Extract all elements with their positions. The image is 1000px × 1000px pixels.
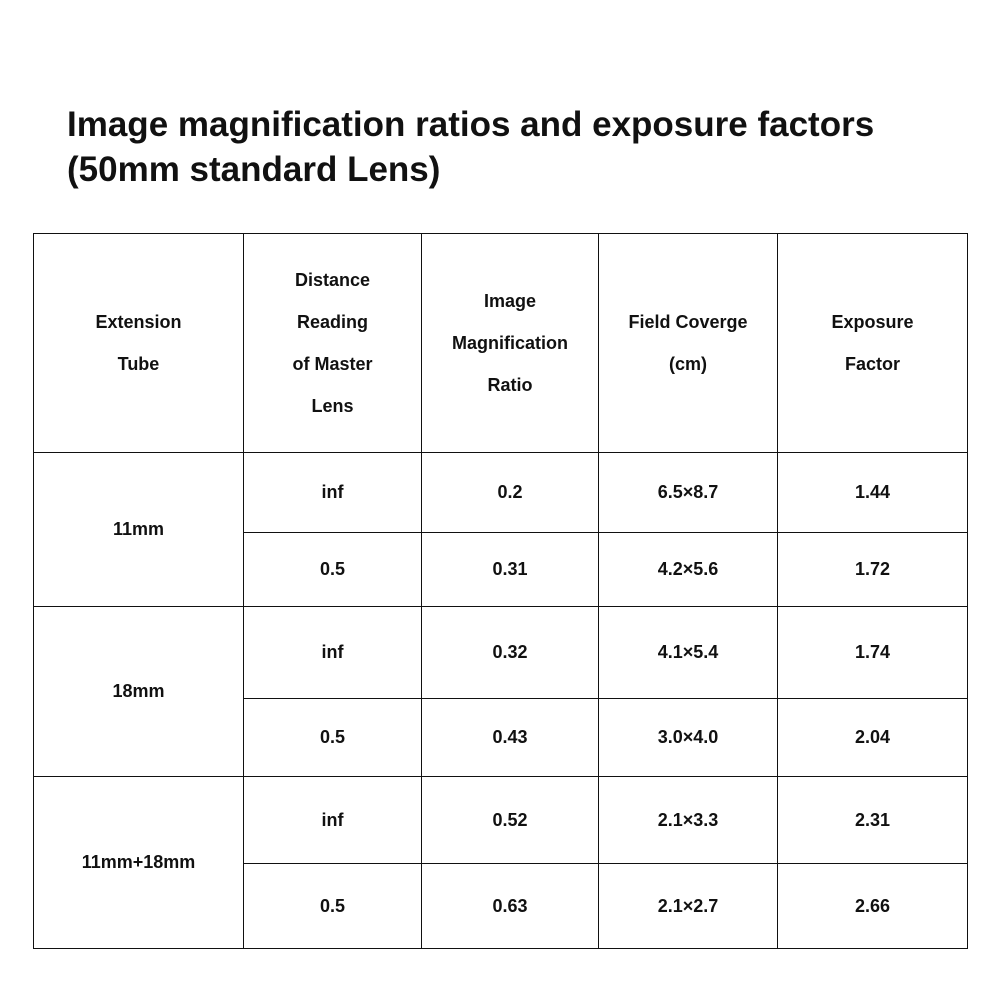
header-row (34, 234, 968, 453)
field-cell: 2.1×2.7 (599, 864, 778, 949)
distance-cell: inf (244, 607, 422, 699)
exposure-cell: 2.66 (778, 864, 968, 949)
field-cell: 4.2×5.6 (599, 533, 778, 607)
field-cell: 6.5×8.7 (599, 453, 778, 533)
page-title (67, 102, 967, 192)
table-row (34, 453, 968, 533)
title-line-1: Image magnification ratios and exposure factors (67, 105, 875, 144)
distance-cell: 0.5 (244, 533, 422, 607)
exposure-cell: 2.04 (778, 699, 968, 777)
ratio-cell: 0.31 (422, 533, 599, 607)
exposure-cell: 1.44 (778, 453, 968, 533)
ratio-cell: 0.43 (422, 699, 599, 777)
ratio-cell: 0.63 (422, 864, 599, 949)
tube-cell: 18mm (34, 607, 244, 777)
exposure-cell: 1.74 (778, 607, 968, 699)
table-row (34, 777, 968, 864)
exposure-cell: 2.31 (778, 777, 968, 864)
distance-cell: 0.5 (244, 864, 422, 949)
distance-cell: inf (244, 453, 422, 533)
table-row (34, 607, 968, 699)
header-magnification-ratio: Image Magnification Ratio (422, 234, 599, 453)
magnification-table (33, 233, 968, 949)
field-cell: 3.0×4.0 (599, 699, 778, 777)
header-distance-reading: Distance Reading of Master Lens (244, 234, 422, 453)
ratio-cell: 0.52 (422, 777, 599, 864)
distance-cell: inf (244, 777, 422, 864)
distance-cell: 0.5 (244, 699, 422, 777)
ratio-cell: 0.32 (422, 607, 599, 699)
header-exposure-factor: Exposure Factor (778, 234, 968, 453)
header-extension-tube: Extension Tube (34, 234, 244, 453)
ratio-cell: 0.2 (422, 453, 599, 533)
field-cell: 2.1×3.3 (599, 777, 778, 864)
tube-cell: 11mm+18mm (34, 777, 244, 949)
header-field-coverage: Field Coverge (cm) (599, 234, 778, 453)
field-cell: 4.1×5.4 (599, 607, 778, 699)
tube-cell: 11mm (34, 453, 244, 607)
exposure-cell: 1.72 (778, 533, 968, 607)
title-line-2: (50mm standard Lens) (67, 150, 441, 189)
